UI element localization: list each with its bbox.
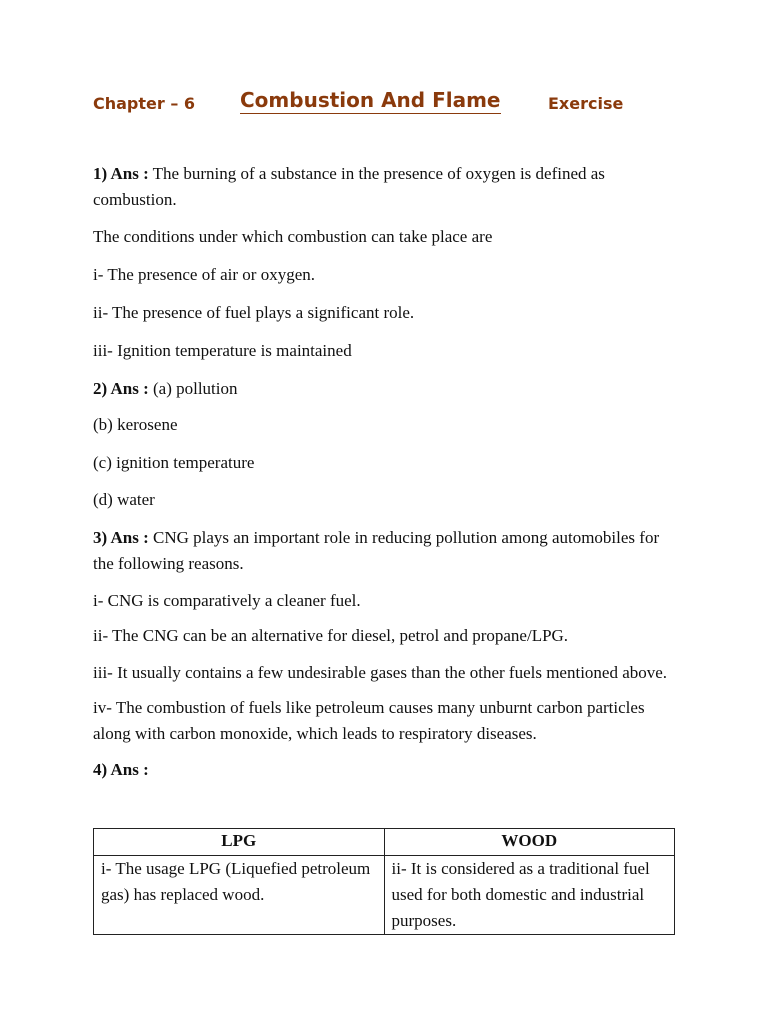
exercise-label: Exercise (548, 94, 624, 113)
answer-1-conditions-intro: The conditions under which combustion can take place are (93, 227, 493, 246)
answer-3-item: ii- The CNG can be an alternative for diesel, petrol and propane/LPG. (93, 626, 569, 645)
chapter-header (93, 86, 683, 120)
table-header-wood: WOOD (384, 829, 675, 856)
answer-2-first: (a) pollution (148, 379, 238, 398)
answer-3-item: iii- It usually contains a few undesirable gases than the other fuels mentioned above. (93, 663, 668, 682)
answer-3-text (93, 525, 683, 577)
answer-4-text (93, 757, 683, 783)
lpg-wood-table (93, 828, 675, 935)
table-row (94, 856, 675, 935)
answer-1-item: i- The presence of air or oxygen. (93, 265, 316, 284)
answer-2-item: (b) kerosene (93, 415, 178, 434)
answer-2-item: (d) water (93, 490, 155, 509)
table-cell-lpg: i- The usage LPG (Liquefied petroleum gas) has replaced wood. (94, 856, 385, 935)
table-header-lpg: LPG (94, 829, 385, 856)
answer-2-text (93, 376, 683, 402)
answer-1-item: iii- Ignition temperature is maintained (93, 341, 352, 360)
answer-3-content: CNG plays an important role in reducing pollution among automobiles for the following reasons. (93, 528, 660, 573)
answer-1-item: ii- The presence of fuel plays a significant role. (93, 303, 415, 322)
answer-4-label: 4) Ans : (93, 760, 149, 779)
chapter-title: Combustion And Flame (240, 88, 501, 112)
answers-body (93, 161, 683, 783)
table-header-row (94, 829, 675, 856)
answer-3-label: 3) Ans : (93, 528, 149, 547)
chapter-number: Chapter – 6 (93, 94, 196, 113)
answer-1-text (93, 161, 683, 213)
table-cell-wood: ii- It is considered as a traditional fuel used for both domestic and industrial purposes. (384, 856, 675, 935)
answer-3-item: iv- The combustion of fuels like petroleum causes many unburnt carbon particles along with carbon monoxide, which leads to respiratory diseases. (93, 698, 645, 743)
answer-2-item: (c) ignition temperature (93, 453, 255, 472)
answer-3-item: i- CNG is comparatively a cleaner fuel. (93, 591, 361, 610)
answer-1-content: The burning of a substance in the presence of oxygen is defined as combustion. (93, 164, 605, 209)
answer-2-label: 2) Ans : (93, 379, 149, 398)
answer-1-label: 1) Ans : (93, 164, 149, 183)
